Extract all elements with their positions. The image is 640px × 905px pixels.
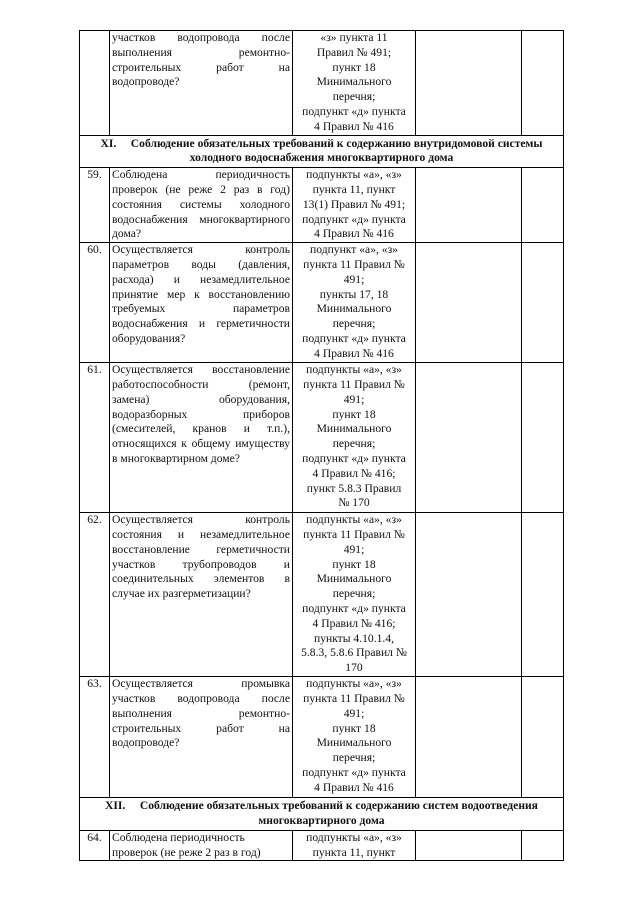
reference-line: пункт 5.8.3 Правил — [306, 481, 402, 495]
reference-line: пункта 11, пункт — [312, 845, 396, 859]
answer-cell — [416, 363, 522, 513]
legal-reference-cell — [293, 677, 416, 798]
legal-reference-cell — [293, 830, 416, 861]
reference-line: подпункт «д» пункта — [302, 601, 406, 615]
legal-reference-cell — [293, 168, 416, 243]
note-cell — [522, 677, 564, 798]
section-title — [80, 135, 564, 168]
table-row — [80, 168, 564, 243]
table-row — [80, 513, 564, 677]
section-title-line: холодного водоснабжения многоквартирного дома — [189, 151, 454, 165]
reference-line: пункта 11 Правил № — [303, 377, 405, 391]
question-cell: Осуществляется промывка участков водопровода после выполнения ремонтно-строительных работ на водопроводе? — [110, 677, 293, 798]
note-cell — [522, 513, 564, 677]
question-text: проверок (не реже 2 раз в год) — [112, 845, 261, 859]
requirements-table — [79, 30, 564, 861]
answer-cell — [416, 830, 522, 861]
section-title-line: многоквартирного дома — [258, 813, 385, 827]
note-cell — [522, 830, 564, 861]
reference-line: перечня; — [332, 587, 376, 601]
reference-line: пункта 11 Правил № — [303, 691, 405, 705]
reference-line: 491; — [343, 706, 365, 720]
legal-reference-cell — [293, 243, 416, 363]
question-cell: Осуществляется восстановление работоспособности (ремонт, замена) оборудования, водоразборных приборов (смесителей, кранов и т.п.), относящихся к общему имуществу в многоквартирном доме? — [110, 363, 293, 513]
answer-cell — [416, 677, 522, 798]
reference-line: пункта 11, пункт — [312, 182, 396, 196]
reference-line: 4 Правил № 416 — [314, 227, 394, 241]
reference-line: пункты 4.10.1.4, — [313, 631, 395, 645]
table-row — [80, 243, 564, 363]
reference-line: 4 Правил № 416 — [314, 119, 394, 133]
legal-reference-cell — [293, 363, 416, 513]
row-number-cell: 59. — [80, 168, 110, 243]
section-header-xii — [80, 798, 564, 831]
reference-line: подпункты «а», «з» — [306, 830, 402, 844]
question-cell: Осуществляется контроль состояния и незамедлительное восстановление герметичности участков трубопроводов и соединительных элементов в случае их разгерметизации? — [110, 513, 293, 677]
reference-line: 170 — [345, 661, 363, 675]
reference-line: перечня; — [332, 751, 376, 765]
row-number-cell: 64. — [80, 830, 110, 861]
reference-line: пункта 11 Правил № — [303, 527, 405, 541]
reference-line: пункта 11 Правил № — [303, 257, 405, 271]
section-title-line: Соблюдение обязательных требований к содержанию внутридомовой системы — [130, 136, 543, 150]
reference-line: подпункт «д» пункта — [302, 104, 406, 118]
legal-reference-cell — [293, 31, 416, 136]
reference-line: 5.8.3, 5.8.6 Правил № — [301, 646, 407, 660]
question-text: Соблюдена периодичность — [112, 830, 245, 844]
reference-line: перечня; — [332, 90, 376, 104]
reference-line: Минимального — [316, 422, 392, 436]
reference-line: «з» пункта 11 — [320, 31, 388, 44]
reference-line: 4 Правил № 416; — [312, 466, 396, 480]
row-number-cell — [80, 31, 110, 136]
section-title — [80, 798, 564, 831]
section-title-line: Соблюдение обязательных требований к содержанию систем водоотведения — [139, 799, 538, 813]
answer-cell — [416, 513, 522, 677]
reference-line: подпункты «а», «з» — [306, 513, 402, 527]
question-cell: участков водопровода после выполнения ремонтно-строительных работ на водопроводе? — [110, 31, 293, 136]
table-row — [80, 677, 564, 798]
reference-line: Минимального — [316, 572, 392, 586]
reference-line: пункты 17, 18 — [319, 287, 389, 301]
legal-reference-cell — [293, 513, 416, 677]
reference-line: № 170 — [338, 496, 370, 510]
section-header-xi — [80, 135, 564, 168]
row-number-cell: 63. — [80, 677, 110, 798]
table-row — [80, 830, 564, 861]
reference-line: Минимального — [316, 736, 392, 750]
reference-line: перечня; — [332, 317, 376, 331]
answer-cell — [416, 31, 522, 136]
reference-line: 13(1) Правил № 491; — [302, 197, 406, 211]
reference-line: подпункт «д» пункта — [302, 212, 406, 226]
reference-line: пункт 18 — [332, 721, 376, 735]
note-cell — [522, 168, 564, 243]
reference-line: 491; — [343, 272, 365, 286]
question-cell — [110, 830, 293, 861]
reference-line: 4 Правил № 416; — [312, 616, 396, 630]
reference-line: Минимального — [316, 75, 392, 89]
table-body — [80, 31, 564, 861]
reference-line: 491; — [343, 392, 365, 406]
note-cell — [522, 243, 564, 363]
reference-line: подпункт «д» пункта — [302, 765, 406, 779]
question-cell: Осуществляется контроль параметров воды (давления, расхода) и незамедлительное принятие мер к восстановлению требуемых параметров водоснабжения и герметичности оборудования? — [110, 243, 293, 363]
question-cell: Соблюдена периодичность проверок (не реже 2 раз в год) состояния системы холодного водоснабжения многоквартирного дома? — [110, 168, 293, 243]
section-number: XII. — [105, 799, 126, 813]
answer-cell — [416, 168, 522, 243]
reference-line: Правил № 491; — [316, 45, 392, 59]
reference-line: подпункты «а», «з» — [306, 168, 402, 182]
reference-line: подпункт «д» пункта — [302, 331, 406, 345]
table-row — [80, 363, 564, 513]
reference-line: пункт 18 — [332, 60, 376, 74]
row-number-cell: 61. — [80, 363, 110, 513]
reference-line: пункт 18 — [332, 557, 376, 571]
section-number: XI. — [100, 136, 117, 150]
reference-line: подпункт «а», «з» — [310, 243, 398, 257]
note-cell — [522, 363, 564, 513]
reference-line: подпункт «д» пункта — [302, 451, 406, 465]
reference-line: 4 Правил № 416 — [314, 780, 394, 794]
reference-line: 491; — [343, 542, 365, 556]
reference-line: подпункты «а», «з» — [306, 363, 402, 377]
reference-line: перечня; — [332, 437, 376, 451]
row-number-cell: 62. — [80, 513, 110, 677]
answer-cell — [416, 243, 522, 363]
reference-line: Минимального — [316, 302, 392, 316]
reference-line: подпункты «а», «з» — [306, 677, 402, 691]
table-row-continued — [80, 31, 564, 136]
note-cell — [522, 31, 564, 136]
reference-line: пункт 18 — [332, 407, 376, 421]
reference-line: 4 Правил № 416 — [314, 346, 394, 360]
row-number-cell: 60. — [80, 243, 110, 363]
